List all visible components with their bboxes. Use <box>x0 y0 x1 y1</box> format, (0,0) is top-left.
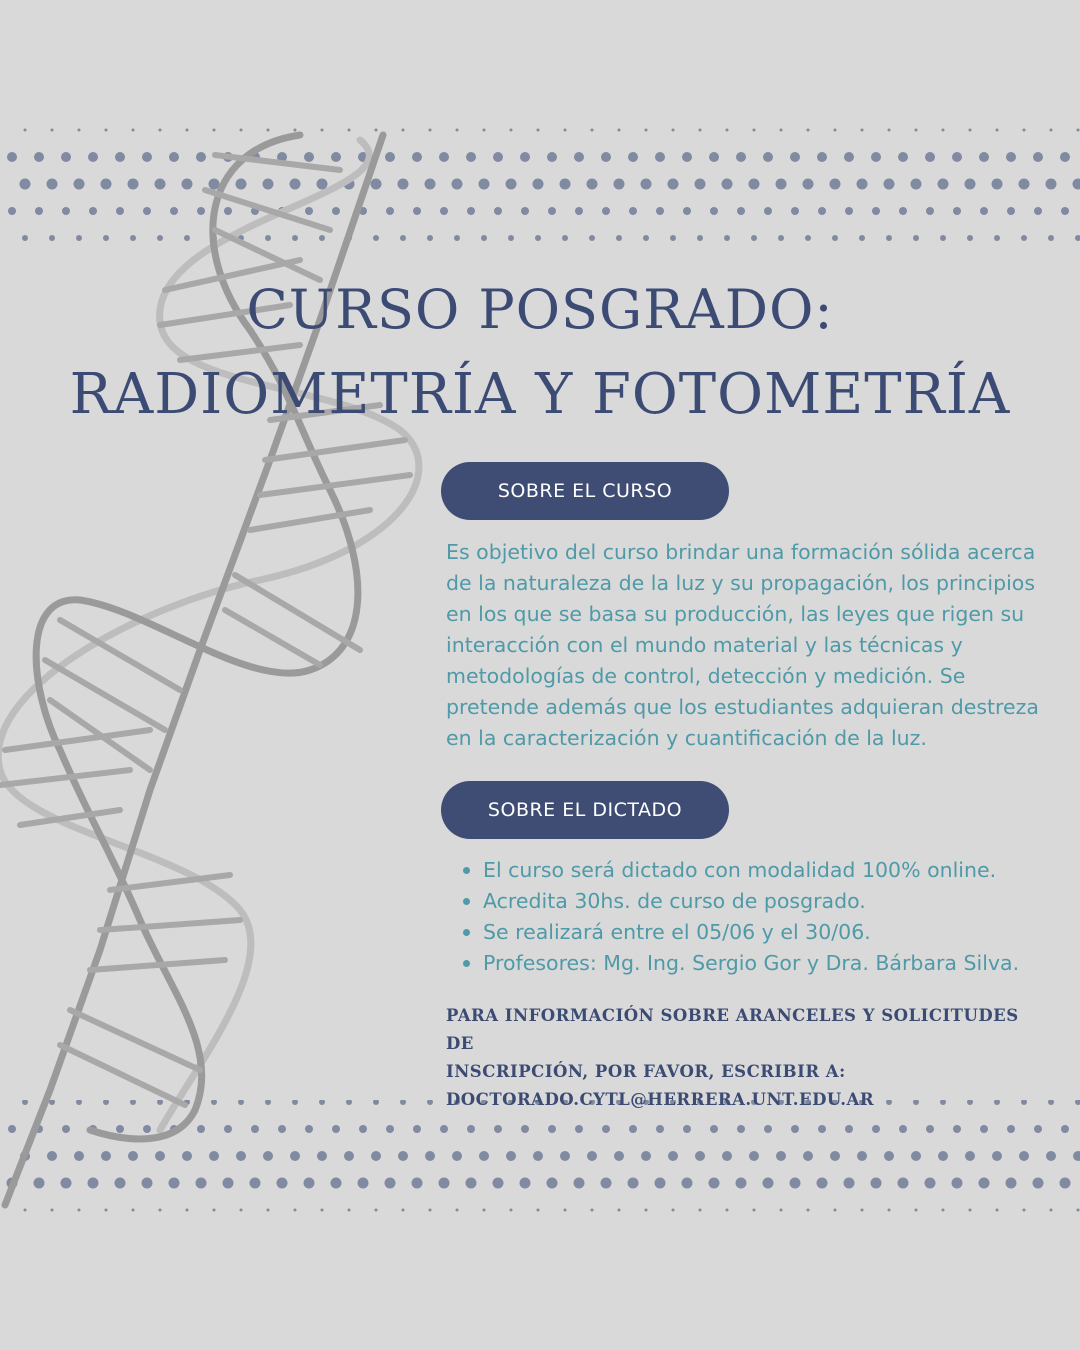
dot <box>980 1125 988 1133</box>
dot <box>591 129 594 132</box>
dot <box>942 1209 945 1212</box>
dot <box>780 1209 783 1212</box>
dot <box>618 129 621 132</box>
dot <box>965 179 976 190</box>
dot <box>575 1125 583 1133</box>
dot <box>888 129 891 132</box>
dot <box>1061 1125 1069 1133</box>
dot <box>508 235 514 241</box>
dot <box>925 1178 936 1189</box>
dot <box>672 129 675 132</box>
dot <box>737 1125 745 1133</box>
dot <box>601 152 611 162</box>
dot <box>805 235 811 241</box>
dot <box>965 1151 975 1161</box>
dot <box>753 1209 756 1212</box>
dot <box>439 1178 450 1189</box>
dot <box>726 129 729 132</box>
dot <box>830 179 841 190</box>
dot <box>724 235 730 241</box>
page-title-line-2: RADIOMETRÍA Y FOTOMETRÍA <box>69 362 1011 427</box>
dot <box>560 1151 570 1161</box>
dot <box>817 1178 828 1189</box>
dot <box>668 1151 678 1161</box>
dot <box>832 235 838 241</box>
dot <box>736 152 746 162</box>
dot <box>710 1125 718 1133</box>
dot <box>992 179 1003 190</box>
dot <box>533 179 544 190</box>
dot <box>601 1178 612 1189</box>
dictation-list <box>446 855 1080 979</box>
dot <box>776 1151 786 1161</box>
dot <box>834 129 837 132</box>
dot <box>898 152 908 162</box>
dot <box>440 1125 448 1133</box>
dot <box>510 1209 513 1212</box>
dot <box>439 152 449 162</box>
dot <box>1075 1100 1080 1105</box>
dot <box>564 1209 567 1212</box>
dot <box>979 152 989 162</box>
dot <box>780 129 783 132</box>
dot <box>521 1125 529 1133</box>
dot <box>1073 179 1080 190</box>
dot <box>1021 235 1027 241</box>
dot <box>547 152 557 162</box>
dot <box>629 1125 637 1133</box>
section-label-sobre-el-dictado: SOBRE EL DICTADO <box>441 781 729 839</box>
dot <box>790 152 800 162</box>
dot <box>807 1209 810 1212</box>
dot <box>683 1125 691 1133</box>
dot <box>898 1178 909 1189</box>
contact-line-1: PARA INFORMACIÓN SOBRE ARANCELES Y SOLICITUDES DE <box>446 1006 1019 1053</box>
dot <box>699 1209 702 1212</box>
dot <box>695 1151 705 1161</box>
dot <box>938 1151 948 1161</box>
dot <box>996 129 999 132</box>
dot <box>899 1125 907 1133</box>
dot <box>1060 152 1070 162</box>
dot <box>871 152 881 162</box>
dot <box>1034 1125 1042 1133</box>
dot <box>548 1125 556 1133</box>
dot <box>697 235 703 241</box>
dot <box>1007 207 1015 215</box>
dot <box>845 207 853 215</box>
dot <box>926 207 934 215</box>
dot <box>506 1151 516 1161</box>
dot <box>602 1125 610 1133</box>
dot <box>915 1209 918 1212</box>
dot <box>817 152 827 162</box>
dot <box>969 129 972 132</box>
dot <box>899 207 907 215</box>
dot <box>1033 152 1043 162</box>
dot <box>589 235 595 241</box>
dot <box>859 235 865 241</box>
dot <box>629 207 637 215</box>
dot <box>980 207 988 215</box>
dot <box>521 207 529 215</box>
dot <box>494 207 502 215</box>
dot <box>1073 1151 1080 1161</box>
dot <box>953 207 961 215</box>
dot <box>1061 207 1069 215</box>
dot <box>535 235 541 241</box>
dot <box>479 179 490 190</box>
dot <box>764 207 772 215</box>
dot <box>1077 1209 1080 1212</box>
dot <box>467 1125 475 1133</box>
dot <box>861 1209 864 1212</box>
contact-line-2: INSCRIPCIÓN, POR FAVOR, ESCRIBIR A: <box>446 1062 846 1081</box>
dot <box>884 1151 894 1161</box>
dot <box>440 207 448 215</box>
list-item: Se realizará entre el 05/06 y el 30/06. <box>483 917 1080 948</box>
dot <box>969 1209 972 1212</box>
dot <box>493 152 503 162</box>
dot <box>803 179 814 190</box>
dot <box>591 1209 594 1212</box>
dot <box>656 1125 664 1133</box>
dot <box>452 179 463 190</box>
dot <box>938 179 949 190</box>
dot <box>695 179 706 190</box>
dot <box>643 235 649 241</box>
dot <box>763 1178 774 1189</box>
dot <box>942 129 945 132</box>
dot <box>614 1151 624 1161</box>
dot <box>886 235 892 241</box>
dot <box>803 1151 813 1161</box>
dot <box>641 179 652 190</box>
dot <box>1046 179 1057 190</box>
dot <box>953 1125 961 1133</box>
dot <box>548 207 556 215</box>
dot <box>888 1209 891 1212</box>
dot <box>452 1151 462 1161</box>
dot <box>481 235 487 241</box>
dot <box>510 129 513 132</box>
dot <box>913 235 919 241</box>
dot <box>466 152 476 162</box>
dot <box>749 1151 759 1161</box>
dot <box>682 1178 693 1189</box>
dot <box>1050 1209 1053 1212</box>
dot <box>587 1151 597 1161</box>
dot <box>861 129 864 132</box>
course-description: Es objetivo del curso brindar una formación sólida acerca de la naturaleza de la luz y su propagación, los principios en los que se basa su producción, las leyes que rigen su interacción con el mundo material y las técnicas y metodologías de control, detección y medición. Se pretende además que los estudiantes adquieran destreza en la caracterización y cuantificación de la luz. <box>446 540 1039 750</box>
dot <box>845 1125 853 1133</box>
dot <box>506 179 517 190</box>
dot <box>1023 129 1026 132</box>
dot <box>618 1209 621 1212</box>
contact-info <box>446 1002 1046 1114</box>
dot <box>818 1125 826 1133</box>
dot <box>655 152 665 162</box>
dot <box>456 1209 459 1212</box>
dot <box>466 1178 477 1189</box>
dot <box>574 152 584 162</box>
list-item: Profesores: Mg. Ing. Sergio Gor y Dra. Bárbara Silva. <box>483 948 1080 979</box>
dot <box>1077 129 1080 132</box>
dot <box>884 179 895 190</box>
dot <box>790 1178 801 1189</box>
dot <box>979 1178 990 1189</box>
dot <box>830 1151 840 1161</box>
contact-email[interactable]: DOCTORADO.CYTL@HERRERA.UNT.EDU.AR <box>446 1090 875 1109</box>
dot <box>533 1151 543 1161</box>
dot <box>483 129 486 132</box>
dot <box>587 179 598 190</box>
dot <box>1060 1178 1071 1189</box>
dot <box>628 1178 639 1189</box>
dot <box>994 235 1000 241</box>
dot <box>1048 1100 1054 1105</box>
dot <box>668 179 679 190</box>
dot <box>940 235 946 241</box>
dot <box>791 1125 799 1133</box>
dot <box>655 1178 666 1189</box>
dot <box>709 152 719 162</box>
dot <box>645 1209 648 1212</box>
dot <box>1034 207 1042 215</box>
dot <box>751 235 757 241</box>
dot <box>467 207 475 215</box>
dot <box>857 1151 867 1161</box>
dot <box>520 152 530 162</box>
dot <box>1019 179 1030 190</box>
dot <box>699 129 702 132</box>
dot <box>915 129 918 132</box>
dot <box>709 1178 720 1189</box>
dot <box>547 1178 558 1189</box>
dot <box>844 1178 855 1189</box>
dot <box>537 129 540 132</box>
dot <box>1007 1125 1015 1133</box>
dot <box>952 152 962 162</box>
dot <box>483 1209 486 1212</box>
dot <box>560 179 571 190</box>
dot <box>764 1125 772 1133</box>
dot <box>925 152 935 162</box>
dot <box>1048 235 1054 241</box>
dot <box>911 179 922 190</box>
dot <box>737 207 745 215</box>
dot <box>722 1151 732 1161</box>
dot <box>670 235 676 241</box>
page-title-line-1: CURSO POSGRADO: <box>246 278 834 341</box>
dot <box>857 179 868 190</box>
dot <box>537 1209 540 1212</box>
dot <box>926 1125 934 1133</box>
dot <box>1019 1151 1029 1161</box>
dot <box>952 1178 963 1189</box>
dot <box>1006 152 1016 162</box>
dot <box>1046 1151 1056 1161</box>
dot <box>614 179 625 190</box>
dot <box>1075 235 1080 241</box>
list-item: Acredita 30hs. de curso de posgrado. <box>483 886 1080 917</box>
dot <box>911 1151 921 1161</box>
dot <box>493 1178 504 1189</box>
dot <box>672 1209 675 1212</box>
dot <box>872 1125 880 1133</box>
dot <box>683 207 691 215</box>
dot <box>1033 1178 1044 1189</box>
dot <box>776 179 787 190</box>
dot <box>710 207 718 215</box>
dot <box>645 129 648 132</box>
dot <box>602 207 610 215</box>
dot <box>479 1151 489 1161</box>
dot <box>574 1178 585 1189</box>
dot <box>494 1125 502 1133</box>
dot <box>818 207 826 215</box>
dot <box>872 207 880 215</box>
dot <box>564 129 567 132</box>
dot <box>834 1209 837 1212</box>
dot <box>628 152 638 162</box>
dot <box>1023 1209 1026 1212</box>
section-label-sobre-el-curso: SOBRE EL CURSO <box>441 462 729 520</box>
dot <box>562 235 568 241</box>
dot <box>807 129 810 132</box>
dot <box>778 235 784 241</box>
dot <box>456 129 459 132</box>
list-item: El curso será dictado con modalidad 100% online. <box>483 855 1080 886</box>
dot <box>1006 1178 1017 1189</box>
dot <box>656 207 664 215</box>
dot <box>1050 129 1053 132</box>
dot <box>682 152 692 162</box>
dot <box>992 1151 1002 1161</box>
dot <box>753 129 756 132</box>
dot <box>996 1209 999 1212</box>
dot <box>749 179 760 190</box>
dot <box>871 1178 882 1189</box>
dot <box>791 207 799 215</box>
dot <box>641 1151 651 1161</box>
dot <box>520 1178 531 1189</box>
dot <box>575 207 583 215</box>
dot <box>454 235 460 241</box>
dot <box>616 235 622 241</box>
dot <box>763 152 773 162</box>
dot <box>736 1178 747 1189</box>
dot <box>726 1209 729 1212</box>
dot <box>844 152 854 162</box>
dot <box>967 235 973 241</box>
dot <box>722 179 733 190</box>
